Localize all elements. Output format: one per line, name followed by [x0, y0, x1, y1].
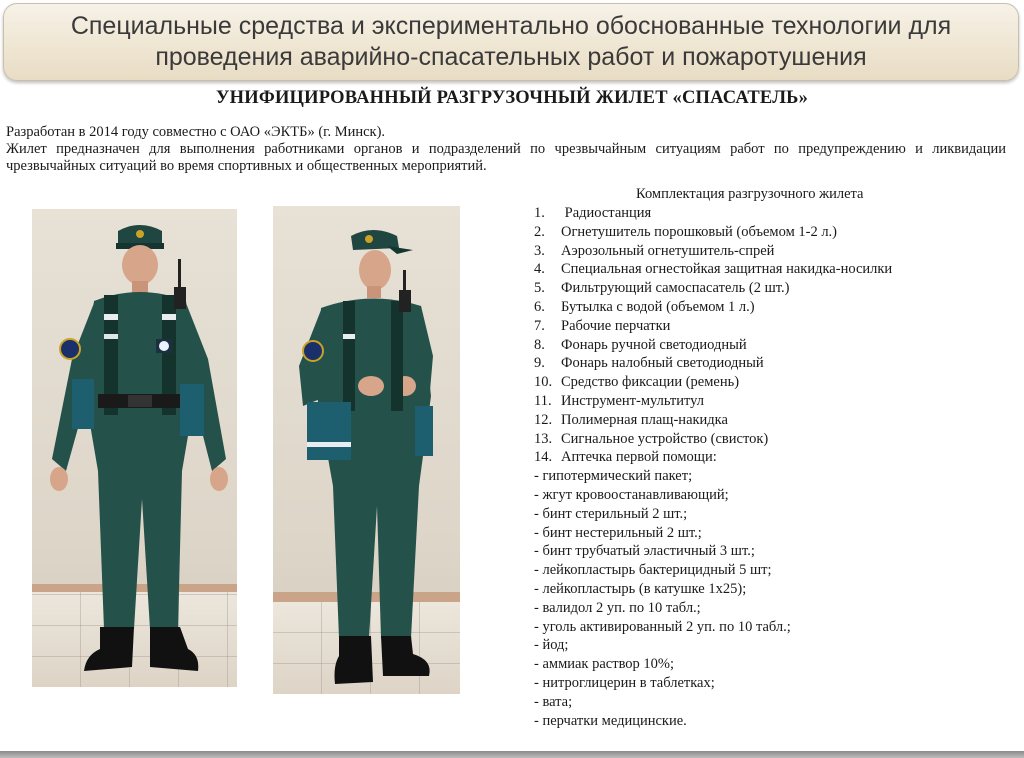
equipment-item	[534, 373, 892, 392]
equipment-item-label: Бутылка с водой (объемом 1 л.)	[561, 298, 755, 315]
first-aid-item: - перчатки медицинские.	[534, 712, 687, 729]
equipment-item-label: Рабочие перчатки	[561, 317, 671, 334]
intro-line-2: Жилет предназначен для выполнения работниками органов и подразделений по чрезвычайным ситуациям работ по предупреждению и ликвидации чрезвычайных ситуаций во время спортивных и общественных мероприятий.	[6, 141, 1006, 174]
first-aid-item: - вата;	[534, 693, 573, 710]
equipment-item-label: Сигнальное устройство (свисток)	[561, 430, 769, 447]
equipment-item	[534, 279, 892, 298]
equipment-list	[534, 204, 892, 730]
equipment-item-number: 12.	[534, 411, 553, 428]
equipment-item-label: Средство фиксации (ремень)	[561, 374, 740, 391]
photo-side-view	[273, 206, 460, 694]
equipment-item-number: 11.	[534, 392, 552, 409]
bottom-divider	[0, 751, 1024, 758]
equipment-item-label: Аптечка первой помощи:	[561, 449, 717, 466]
photo-front-view	[32, 209, 237, 687]
equipment-item-number: 6.	[534, 298, 545, 315]
equipment-item	[534, 260, 892, 279]
first-aid-item: - бинт стерильный 2 шт.;	[534, 505, 688, 522]
equipment-item-label: Фонарь ручной светодиодный	[561, 336, 747, 353]
rescuer-front-figure	[32, 209, 237, 687]
equipment-item-number: 10.	[534, 374, 553, 391]
document-title: УНИФИЦИРОВАННЫЙ РАЗГРУЗОЧНЫЙ ЖИЛЕТ «СПАСАТЕЛЬ»	[215, 88, 809, 108]
equipment-item	[534, 354, 892, 373]
equipment-item	[534, 242, 892, 261]
equipment-item-label: Полимерная плащ-накидка	[561, 411, 728, 428]
intro-text	[6, 124, 1006, 175]
equipment-item-number: 9.	[534, 355, 545, 372]
equipment-item-label: Фонарь налобный светодиодный	[561, 355, 764, 372]
equipment-item	[534, 448, 892, 467]
banner-line-1: Специальные средства и экспериментально обоснованные технологии для	[70, 12, 952, 40]
intro-line-1: Разработан в 2014 году совместно с ОАО «ЭКТБ» (г. Минск).	[6, 124, 386, 140]
equipment-item-number: 1.	[534, 205, 545, 221]
equipment-item-number: 5.	[534, 280, 545, 297]
rescuer-side-figure	[273, 206, 460, 694]
equipment-item	[534, 298, 892, 317]
equipment-item-label: Радиостанция	[561, 205, 652, 221]
equipment-heading: Комплектация разгрузочного жилета	[636, 186, 864, 202]
first-aid-item: - нитроглицерин в таблетках;	[534, 674, 715, 691]
equipment-item-number: 7.	[534, 317, 545, 334]
equipment-item-label: Специальная огнестойкая защитная накидка-носилки	[561, 261, 893, 278]
equipment-item-label: Фильтрующий самоспасатель (2 шт.)	[561, 280, 790, 297]
equipment-item-label: Огнетушитель порошковый (объемом 1-2 л.)	[561, 223, 838, 240]
section-banner	[3, 3, 1019, 81]
first-aid-item: - лейкопластырь (в катушке 1х25);	[534, 580, 747, 597]
first-aid-item: - аммиак раствор 10%;	[534, 656, 675, 673]
first-aid-item: - гипотермический пакет;	[534, 468, 693, 485]
first-aid-item: - йод;	[534, 637, 569, 654]
equipment-item	[534, 430, 892, 449]
banner-line-2: проведения аварийно-спасательных работ и пожаротушения	[155, 43, 867, 71]
equipment-item-number: 13.	[534, 430, 553, 447]
equipment-item	[534, 317, 892, 336]
equipment-item	[534, 204, 892, 223]
first-aid-item: - лейкопластырь бактерицидный 5 шт;	[534, 562, 772, 579]
equipment-item	[534, 392, 892, 411]
equipment-item-number: 2.	[534, 223, 545, 240]
first-aid-item: - уголь активированный 2 уп. по 10 табл.;	[534, 618, 791, 635]
equipment-item-label: Инструмент-мультитул	[561, 392, 705, 409]
equipment-item	[534, 411, 892, 430]
first-aid-item: - бинт трубчатый эластичный 3 шт.;	[534, 543, 755, 560]
first-aid-item: - бинт нестерильный 2 шт.;	[534, 524, 702, 541]
equipment-item	[534, 223, 892, 242]
first-aid-item: - жгут кровоостанавливающий;	[534, 486, 729, 503]
equipment-item-number: 4.	[534, 261, 545, 278]
equipment-item-number: 14.	[534, 449, 553, 466]
equipment-item	[534, 336, 892, 355]
equipment-item-number: 3.	[534, 242, 545, 259]
first-aid-item: - валидол 2 уп. по 10 табл.;	[534, 599, 701, 616]
equipment-item-number: 8.	[534, 336, 545, 353]
equipment-item-label: Аэрозольный огнетушитель-спрей	[561, 242, 775, 259]
